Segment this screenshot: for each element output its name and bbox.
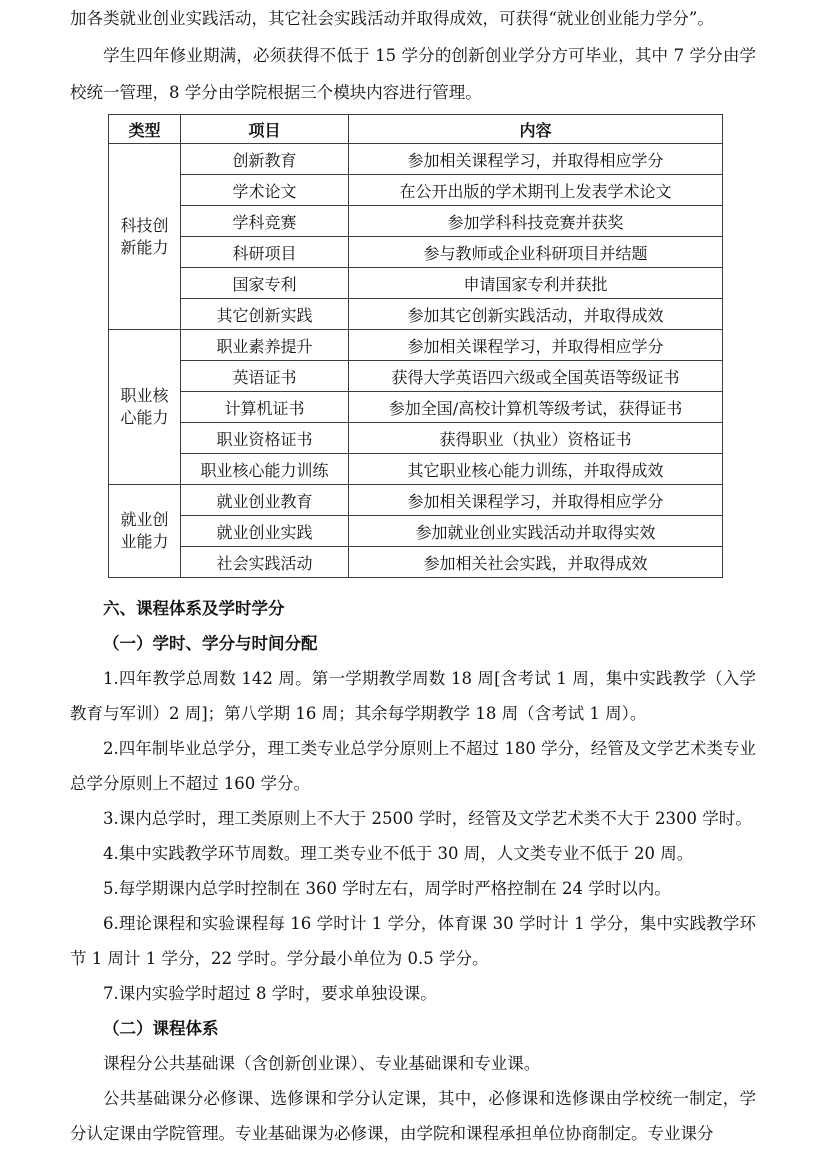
content-cell: 其它职业核心能力训练，并取得成效 — [349, 454, 723, 485]
project-cell: 职业资格证书 — [181, 423, 349, 454]
project-cell: 职业素养提升 — [181, 330, 349, 361]
subsection-heading-1: （一）学时、学分与时间分配 — [103, 634, 318, 653]
numbered-item-1: 1.四年教学总周数 142 周。第一学期教学周数 18 周[含考试 1 周，集中实践教学（入学教育与军训）2 周]；第八学期 16 周；其余每学期教学 18 周（含考试 1 周）。 — [70, 669, 756, 723]
numbered-item-3: 3.课内总学时，理工类原则上不大于 2500 学时，经管及文学艺术类不大于 2300 学时。 — [103, 809, 752, 828]
content-cell: 参加相关课程学习，并取得相应学分 — [349, 144, 723, 175]
intro-paragraph: 学生四年修业期满，必须获得不低于 15 学分的创新创业学分方可毕业，其中 7 学分由学校统一管理，8 学分由学院根据三个模块内容进行管理。 — [70, 46, 756, 102]
table-row — [109, 175, 723, 206]
project-cell: 其它创新实践 — [181, 299, 349, 330]
content-cell: 获得职业（执业）资格证书 — [349, 423, 723, 454]
numbered-item-2: 2.四年制毕业总学分，理工类专业总学分原则上不超过 180 学分，经管及文学艺术类专业总学分原则上不超过 160 学分。 — [70, 739, 756, 793]
type-cell — [109, 144, 181, 330]
table-row — [109, 423, 723, 454]
content-cell: 获得大学英语四六级或全国英语等级证书 — [349, 361, 723, 392]
intro-paragraph-continuation: 加各类就业创业实践活动，其它社会实践活动并取得成效，可获得“就业创业能力学分”。 — [70, 9, 714, 28]
project-cell: 就业创业教育 — [181, 485, 349, 516]
content-cell: 参加其它创新实践活动，并取得成效 — [349, 299, 723, 330]
numbered-item-7: 7.课内实验学时超过 8 学时，要求单独设课。 — [103, 984, 437, 1003]
table-row — [109, 485, 723, 516]
section-heading: 六、课程体系及学时学分 — [103, 599, 285, 618]
numbered-item-4: 4.集中实践教学环节周数。理工类专业不低于 30 周，人文类专业不低于 20 周。 — [103, 844, 694, 863]
header-type: 类型 — [109, 115, 181, 144]
table-header-row — [109, 115, 723, 144]
content-cell: 参加相关课程学习，并取得相应学分 — [349, 485, 723, 516]
content-cell: 参加相关课程学习，并取得相应学分 — [349, 330, 723, 361]
table-row — [109, 268, 723, 299]
project-cell: 职业核心能力训练 — [181, 454, 349, 485]
numbered-item-6: 6.理论课程和实验课程每 16 学时计 1 学分，体育课 30 学时计 1 学分，集中实践教学环节 1 周计 1 学分，22 学时。学分最小单位为 0.5 学分。 — [70, 914, 756, 968]
table-row — [109, 516, 723, 547]
project-cell: 学术论文 — [181, 175, 349, 206]
content-cell: 申请国家专利并获批 — [349, 268, 723, 299]
project-cell: 计算机证书 — [181, 392, 349, 423]
project-cell: 创新教育 — [181, 144, 349, 175]
table-row — [109, 392, 723, 423]
content-cell: 参加就业创业实践活动并取得实效 — [349, 516, 723, 547]
content-cell: 在公开出版的学术期刊上发表学术论文 — [349, 175, 723, 206]
table-row — [109, 206, 723, 237]
type-label: 就业创业能力 — [120, 510, 169, 551]
table-row — [109, 454, 723, 485]
project-cell: 国家专利 — [181, 268, 349, 299]
numbered-item-5: 5.每学期课内总学时控制在 360 学时左右，周学时严格控制在 24 学时以内。 — [103, 879, 671, 898]
project-cell: 学科竞赛 — [181, 206, 349, 237]
table-row — [109, 144, 723, 175]
header-content: 内容 — [349, 115, 723, 144]
body-paragraph: 公共基础课分必修课、选修课和学分认定课，其中，必修课和选修课由学校统一制定，学分认定课由学院管理。专业基础课为必修课，由学院和课程承担单位协商制定。专业课分 — [70, 1089, 756, 1143]
type-label: 科技创新能力 — [120, 215, 169, 257]
project-cell: 就业创业实践 — [181, 516, 349, 547]
credit-module-table — [108, 114, 723, 578]
content-cell: 参加学科科技竞赛并获奖 — [349, 206, 723, 237]
subsection-heading-2: （二）课程体系 — [103, 1019, 219, 1038]
table-row — [109, 547, 723, 578]
table-row — [109, 237, 723, 268]
table-row — [109, 330, 723, 361]
body-paragraph: 课程分公共基础课（含创新创业课）、专业基础课和专业课。 — [103, 1054, 541, 1073]
content-cell: 参加全国/高校计算机等级考试，获得证书 — [349, 392, 723, 423]
type-cell — [109, 330, 181, 485]
table-row — [109, 299, 723, 330]
type-cell — [109, 485, 181, 578]
project-cell: 英语证书 — [181, 361, 349, 392]
table-row — [109, 361, 723, 392]
content-cell: 参与教师或企业科研项目并结题 — [349, 237, 723, 268]
content-cell: 参加相关社会实践，并取得成效 — [349, 547, 723, 578]
header-project: 项目 — [181, 115, 349, 144]
type-label: 职业核心能力 — [120, 386, 169, 427]
project-cell: 科研项目 — [181, 237, 349, 268]
project-cell: 社会实践活动 — [181, 547, 349, 578]
